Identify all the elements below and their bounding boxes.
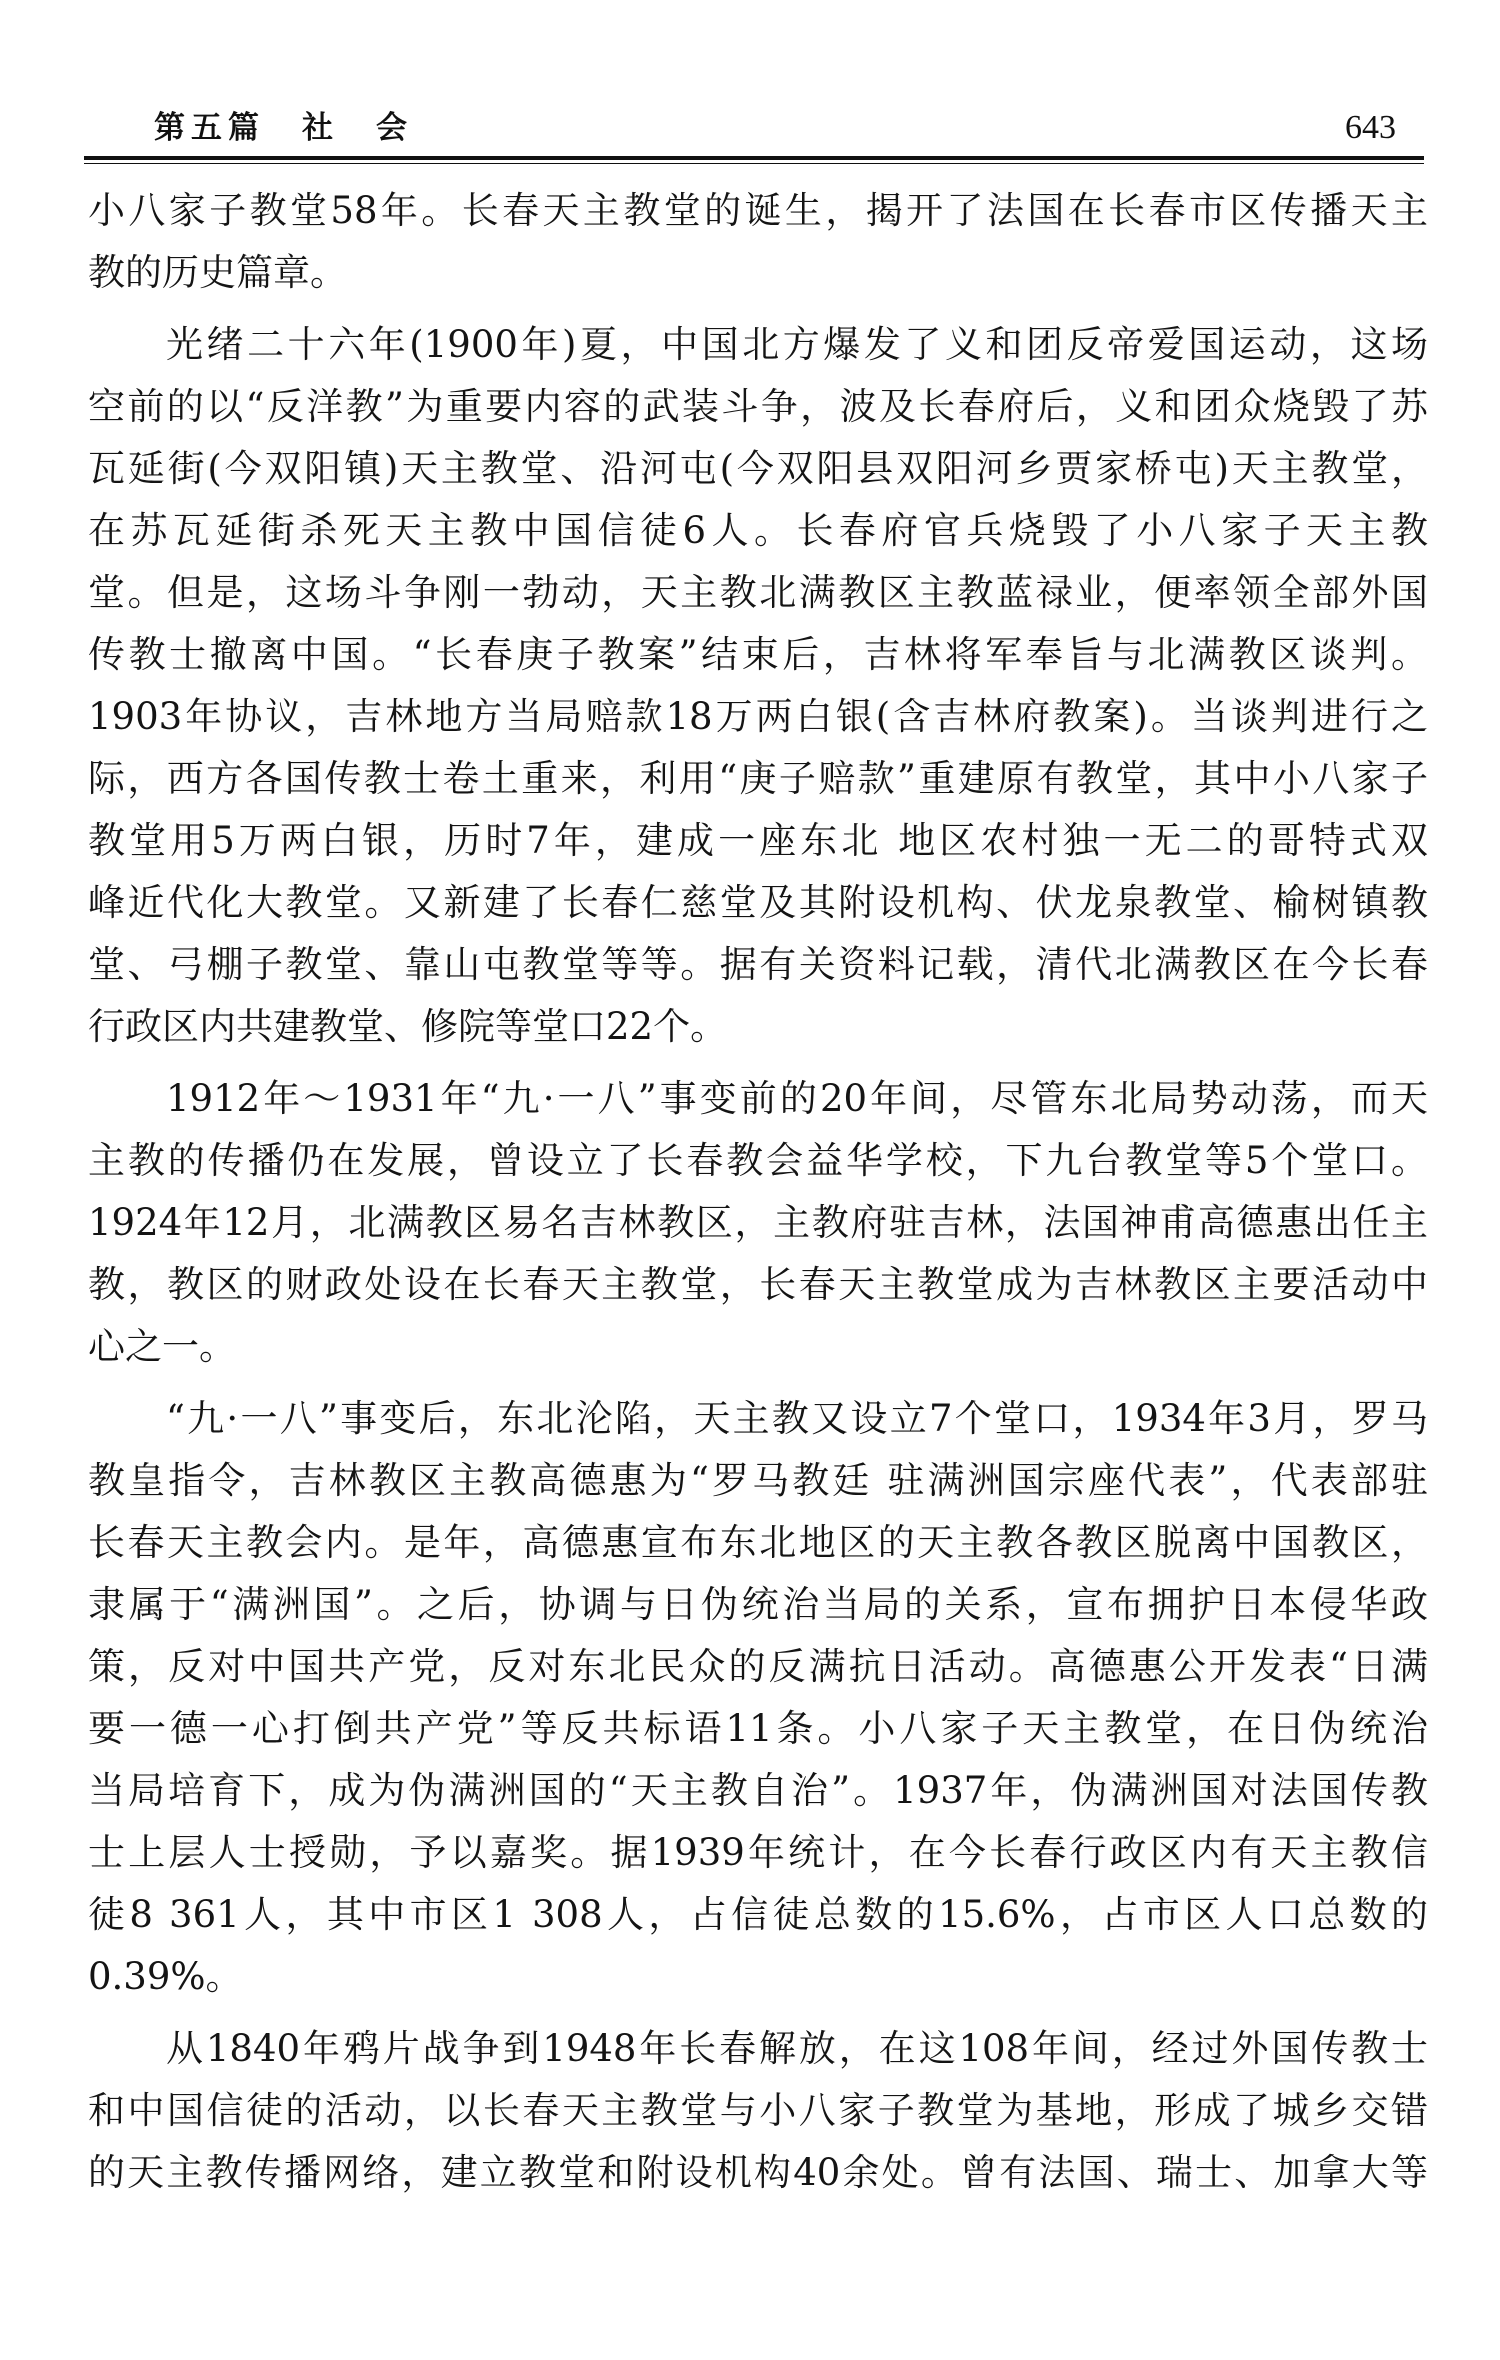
text-line: 际，西方各国传教士卷土重来，利用“庚子赔款”重建原有教堂，其中小八家子 xyxy=(88,757,1428,800)
section-title: 第五篇 社 会 xyxy=(154,110,413,146)
page-number: 643 xyxy=(1345,109,1396,146)
text-line: 主教的传播仍在发展，曾设立了长春教会益华学校，下九台教堂等5个堂口。 xyxy=(88,1139,1428,1182)
text-line: 徒8 361人，其中市区1 308人，占信徒总数的15.6%，占市区人口总数的 xyxy=(88,1893,1428,1936)
text-line: 瓦延街(今双阳镇)天主教堂、沿河屯(今双阳县双阳河乡贾家桥屯)天主教堂， xyxy=(88,447,1428,490)
text-line: 长春天主教会内。是年，高德惠宣布东北地区的天主教各教区脱离中国教区， xyxy=(88,1521,1428,1564)
text-line: 空前的以“反洋教”为重要内容的武装斗争，波及长春府后，义和团众烧毁了苏 xyxy=(88,385,1428,428)
text-line: 光绪二十六年(1900年)夏，中国北方爆发了义和团反帝爱国运动，这场 xyxy=(166,323,1428,366)
text-line: 要一德一心打倒共产党”等反共标语11条。小八家子天主教堂，在日伪统治 xyxy=(88,1707,1428,1750)
text-line: 传教士撤离中国。“长春庚子教案”结束后，吉林将军奉旨与北满教区谈判。 xyxy=(88,633,1428,676)
paragraph xyxy=(88,1068,1428,1378)
text-line: 士上层人士授勋，予以嘉奖。据1939年统计，在今长春行政区内有天主教信 xyxy=(88,1831,1428,1874)
text-line: 峰近代化大教堂。又新建了长春仁慈堂及其附设机构、伏龙泉教堂、榆树镇教 xyxy=(88,881,1428,924)
text-line: 1912年～1931年“九·一八”事变前的20年间，尽管东北局势动荡，而天 xyxy=(166,1077,1428,1120)
text-line: 从1840年鸦片战争到1948年长春解放，在这108年间，经过外国传教士 xyxy=(166,2027,1428,2070)
text-line: 1924年12月，北满教区易名吉林教区，主教府驻吉林，法国神甫高德惠出任主 xyxy=(88,1201,1428,1244)
text-line: 教堂用5万两白银，历时7年，建成一座东北 地区农村独一无二的哥特式双 xyxy=(88,819,1428,862)
paragraph xyxy=(88,314,1428,1058)
text-line: 小八家子教堂58年。长春天主教堂的诞生，揭开了法国在长春市区传播天主 xyxy=(88,189,1428,232)
text-line: 和中国信徒的活动，以长春天主教堂与小八家子教堂为基地，形成了城乡交错 xyxy=(88,2089,1428,2132)
text-line: 堂。但是，这场斗争刚一勃动，天主教北满教区主教蓝禄业，便率领全部外国 xyxy=(88,571,1428,614)
text-line: 1903年协议，吉林地方当局赔款18万两白银(含吉林府教案)。当谈判进行之 xyxy=(88,695,1428,738)
running-header xyxy=(84,108,1424,164)
text-line: 策，反对中国共产党，反对东北民众的反满抗日活动。高德惠公开发表“日满 xyxy=(88,1645,1428,1688)
text-line: 隶属于“满洲国”。之后，协调与日伪统治当局的关系，宣布拥护日本侵华政 xyxy=(88,1583,1428,1626)
header-rule-thin xyxy=(84,163,1424,164)
text-line: 教的历史篇章。 xyxy=(88,251,347,294)
text-line: 0.39%。 xyxy=(88,1955,243,1998)
paragraph xyxy=(88,2018,1428,2204)
body-text xyxy=(88,180,1428,2204)
text-line: 教皇指令，吉林教区主教高德惠为“罗马教廷 驻满洲国宗座代表”，代表部驻 xyxy=(88,1459,1428,1502)
text-line: 当局培育下，成为伪满洲国的“天主教自治”。1937年，伪满洲国对法国传教 xyxy=(88,1769,1428,1812)
paragraph xyxy=(88,180,1428,304)
text-line: 教，教区的财政处设在长春天主教堂，长春天主教堂成为吉林教区主要活动中 xyxy=(88,1263,1428,1306)
text-line: 的天主教传播网络，建立教堂和附设机构40余处。曾有法国、瑞士、加拿大等 xyxy=(88,2151,1428,2194)
text-line: 堂、弓棚子教堂、靠山屯教堂等等。据有关资料记载，清代北满教区在今长春 xyxy=(88,943,1428,986)
paragraph xyxy=(88,1388,1428,2008)
text-line: 在苏瓦延街杀死天主教中国信徒6人。长春府官兵烧毁了小八家子天主教 xyxy=(88,509,1428,552)
text-line: 行政区内共建教堂、修院等堂口22个。 xyxy=(88,1005,728,1048)
header-rule xyxy=(84,156,1424,160)
text-line: “九·一八”事变后，东北沦陷，天主教又设立7个堂口，1934年3月，罗马 xyxy=(166,1397,1428,1440)
text-line: 心之一。 xyxy=(88,1325,236,1368)
